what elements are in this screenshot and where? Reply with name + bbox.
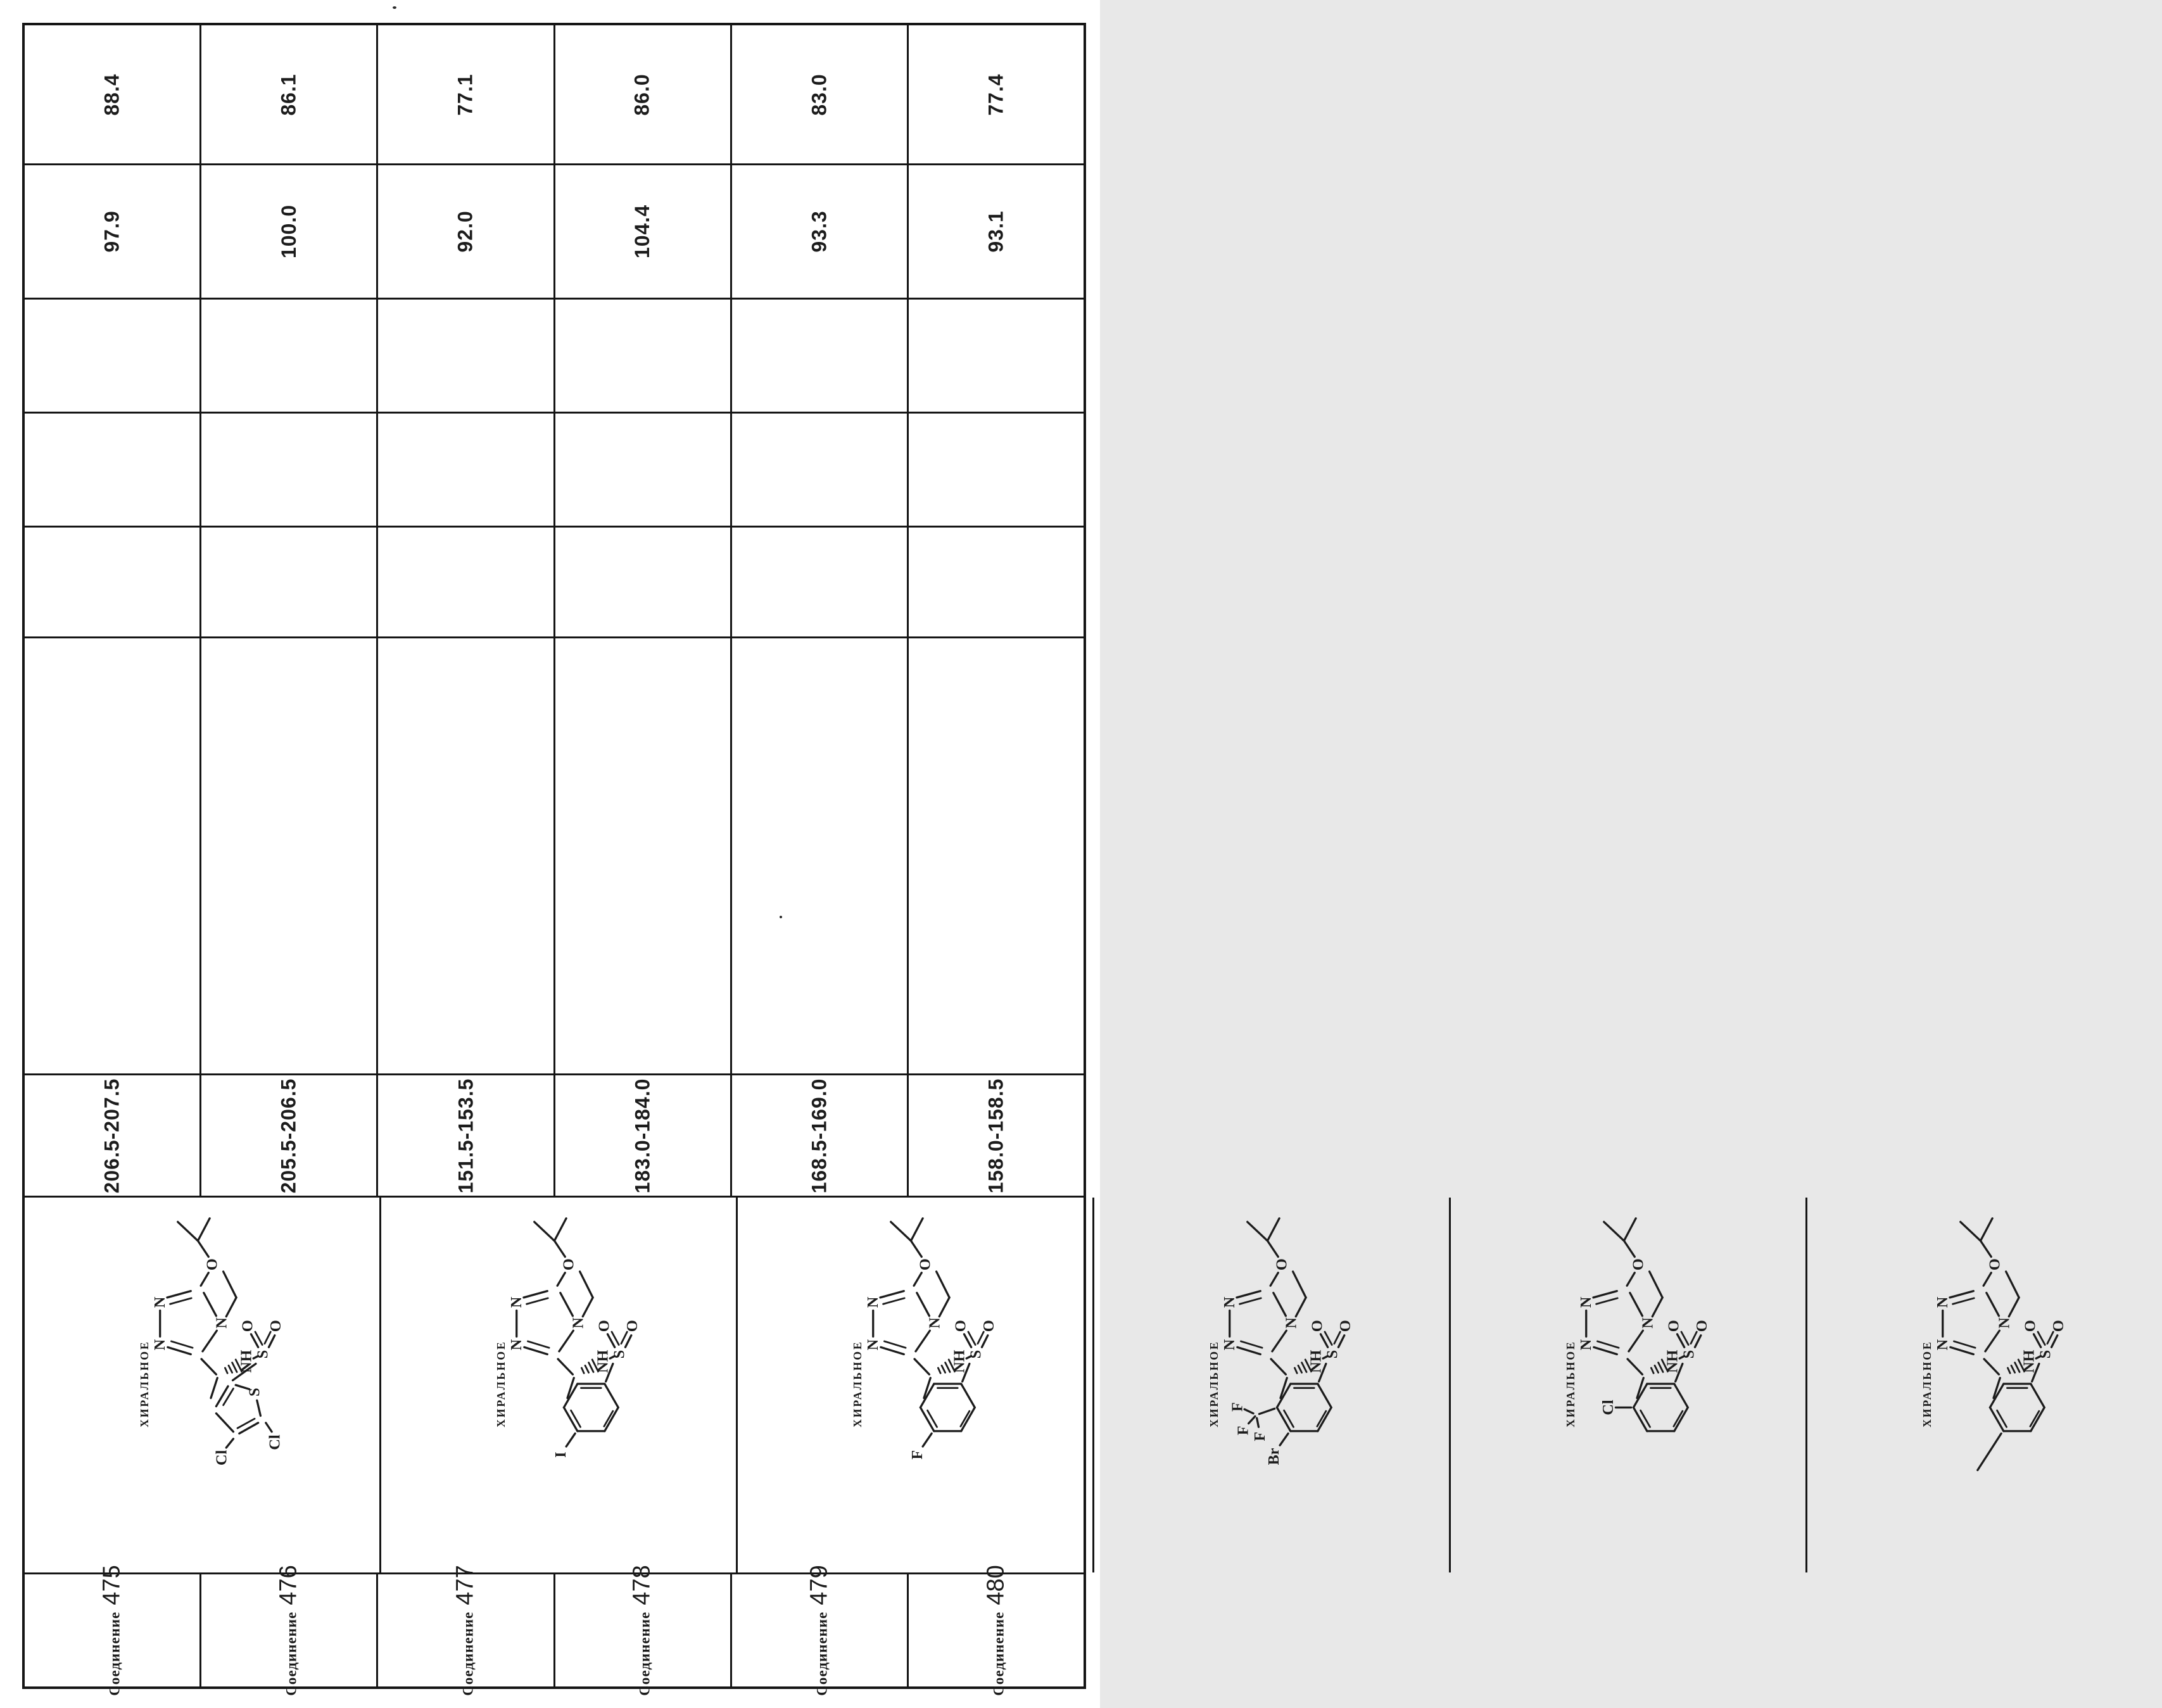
melting-point-text: 206.5-207.5	[100, 1078, 123, 1193]
cell-mp-475	[25, 1075, 201, 1196]
atom-label-o: O	[952, 1320, 970, 1332]
aryl-thiophene-dichloro	[213, 1363, 283, 1465]
compound-word: Соединение	[990, 1611, 1007, 1696]
cell-value2-475	[25, 165, 201, 298]
cell-label-476	[201, 1565, 378, 1696]
cell-value1-479	[732, 25, 909, 163]
band-value-row-2	[25, 165, 1084, 300]
compound-label	[629, 1565, 656, 1695]
atom-label-n: N	[508, 1339, 526, 1351]
atom-label-o: O	[1273, 1258, 1291, 1271]
empty-cell	[25, 414, 201, 526]
substituent-meta-chloro	[1600, 1400, 1631, 1415]
empty-cell	[732, 414, 909, 526]
cell-mp-476	[201, 1075, 378, 1196]
band-empty-3	[25, 528, 1084, 638]
atom-label-s: S	[967, 1350, 985, 1359]
atom-label-n: N	[1934, 1296, 1952, 1308]
atom-label-n: N	[1282, 1317, 1300, 1329]
atom-label-s: S	[254, 1350, 272, 1359]
atom-label-o: O	[2021, 1320, 2039, 1332]
cell-value1-480	[909, 25, 1084, 163]
atom-label-n: N	[1221, 1339, 1239, 1351]
compound-number: 478	[629, 1565, 656, 1605]
atom-label-o: O	[560, 1258, 578, 1271]
empty-cell	[201, 528, 378, 636]
value-text: 77.4	[984, 73, 1008, 116]
empty-cell	[378, 638, 555, 1073]
atom-label-o: O	[2050, 1320, 2068, 1332]
substituent-para-ethyl	[1978, 1434, 2001, 1471]
atom-label-nh: NH	[237, 1350, 255, 1373]
empty-cell	[378, 300, 555, 412]
compound-number: 479	[806, 1565, 833, 1605]
compound-word: Соединение	[283, 1611, 300, 1696]
atom-label-n: N	[569, 1317, 587, 1329]
atom-label-o: O	[916, 1258, 934, 1271]
substituent-label-f: F	[1251, 1431, 1268, 1441]
compound-number: 477	[452, 1565, 479, 1605]
empty-cell	[378, 528, 555, 636]
empty-cell	[25, 528, 201, 636]
atom-label-n: N	[213, 1317, 231, 1329]
compound-number: 476	[275, 1565, 302, 1605]
cell-structure-477	[738, 1198, 1094, 1572]
band-empty-1	[25, 300, 1084, 414]
atom-label-n: N	[926, 1317, 944, 1329]
empty-cell	[201, 638, 378, 1073]
cell-value2-479	[732, 165, 909, 298]
atom-label-n: N	[864, 1339, 882, 1351]
cell-structure-479	[1451, 1198, 1807, 1572]
atom-label-n: N	[1934, 1339, 1952, 1351]
atom-label-o: O	[624, 1320, 642, 1332]
atom-label-n: N	[1639, 1317, 1657, 1329]
cell-label-480	[909, 1565, 1084, 1696]
atom-label-s: S	[2037, 1350, 2054, 1359]
chiral-label: ХИРАЛЬНОЕ	[1564, 1340, 1577, 1427]
cell-value1-476	[201, 25, 378, 163]
atom-label-o: O	[1986, 1258, 2004, 1271]
chiral-label: ХИРАЛЬНОЕ	[1208, 1340, 1221, 1427]
value-text: 88.4	[100, 73, 123, 116]
compound-word: Соединение	[814, 1611, 830, 1696]
cell-value2-476	[201, 165, 378, 298]
compound-word: Соединение	[106, 1611, 123, 1696]
cell-label-479	[732, 1565, 909, 1696]
substituent-label-f: F	[909, 1450, 926, 1460]
scan-speck	[393, 6, 396, 9]
substituent-label-i: I	[552, 1452, 570, 1458]
atom-label-nh: NH	[951, 1350, 968, 1373]
atom-label-n: N	[864, 1296, 882, 1308]
compound-number: 475	[98, 1565, 125, 1605]
empty-cell	[555, 638, 732, 1073]
cell-mp-478	[555, 1075, 732, 1196]
chemical-structure-479	[1548, 1208, 1711, 1562]
value-text: 86.1	[277, 73, 300, 116]
value-text: 86.0	[631, 73, 654, 116]
compound-number: 480	[982, 1565, 1009, 1605]
melting-point-text: 158.0-158.5	[984, 1078, 1008, 1193]
cell-structure-475	[25, 1198, 381, 1572]
atom-label-n: N	[508, 1296, 526, 1308]
substituent-para-iodo	[552, 1434, 575, 1458]
empty-cell	[909, 528, 1084, 636]
chemical-structure-480	[1905, 1208, 2068, 1562]
substituent-label-f: F	[1234, 1426, 1252, 1436]
chiral-label: ХИРАЛЬНОЕ	[1921, 1340, 1934, 1427]
band-empty-tall	[25, 638, 1084, 1075]
cell-structure-478	[1094, 1198, 1451, 1572]
empty-cell	[25, 300, 201, 412]
substituent-label-cl: Cl	[1599, 1400, 1617, 1415]
atom-label-o: O	[1629, 1258, 1647, 1271]
substituent-label-cl: Cl	[213, 1450, 231, 1465]
value-text: 104.4	[631, 204, 654, 259]
band-value-row-1	[25, 25, 1084, 165]
band-structures	[25, 1198, 2068, 1574]
atom-label-n: N	[151, 1296, 169, 1308]
substituent-label-cl: Cl	[266, 1434, 284, 1450]
compound-label	[982, 1565, 1009, 1695]
empty-cell	[555, 528, 732, 636]
atom-label-nh: NH	[1664, 1350, 1681, 1373]
atom-label-o: O	[1308, 1320, 1326, 1332]
value-text: 77.1	[453, 73, 477, 116]
band-empty-2	[25, 414, 1084, 528]
cell-value2-480	[909, 165, 1084, 298]
atom-label-n: N	[1995, 1317, 2013, 1329]
atom-label-o: O	[595, 1320, 613, 1332]
atom-label-s: S	[1324, 1350, 1341, 1359]
empty-cell	[555, 414, 732, 526]
band-melting-point	[25, 1075, 1084, 1198]
empty-cell	[201, 300, 378, 412]
atom-label-nh: NH	[594, 1350, 612, 1373]
cell-mp-480	[909, 1075, 1084, 1196]
atom-label-n: N	[1577, 1339, 1595, 1351]
chemical-structure-477	[835, 1208, 998, 1562]
atom-label-nh: NH	[1307, 1350, 1325, 1373]
substituent-para-fluoro	[909, 1434, 932, 1460]
value-text: 92.0	[453, 210, 477, 253]
compound-word: Соединение	[637, 1611, 654, 1696]
atom-label-o: O	[980, 1320, 998, 1332]
value-text: 97.9	[100, 210, 123, 253]
atom-label-ring-s: S	[246, 1388, 263, 1396]
cell-value2-477	[378, 165, 555, 298]
empty-cell	[732, 300, 909, 412]
empty-cell	[909, 300, 1084, 412]
atom-label-s: S	[1680, 1350, 1698, 1359]
empty-cell	[732, 638, 909, 1073]
atom-label-n: N	[1221, 1296, 1239, 1308]
atom-label-n: N	[1577, 1296, 1595, 1308]
empty-cell	[555, 300, 732, 412]
melting-point-text: 151.5-153.5	[453, 1078, 477, 1193]
cell-value1-478	[555, 25, 732, 163]
cell-label-477	[378, 1565, 555, 1696]
atom-label-nh: NH	[2020, 1350, 2038, 1373]
melting-point-text: 183.0-184.0	[631, 1078, 654, 1193]
atom-label-n: N	[151, 1339, 169, 1351]
empty-cell	[732, 528, 909, 636]
cell-label-478	[555, 1565, 732, 1696]
scan-speck	[780, 916, 782, 918]
chiral-label: ХИРАЛЬНОЕ	[495, 1340, 508, 1427]
chemical-structure-475	[122, 1208, 285, 1562]
atom-label-o: O	[267, 1320, 285, 1332]
atom-label-o: O	[1693, 1320, 1711, 1332]
compound-label	[452, 1565, 479, 1695]
empty-cell	[378, 414, 555, 526]
cell-structure-480	[1807, 1198, 2162, 1572]
atom-label-s: S	[610, 1350, 628, 1359]
substituent-label-f: F	[1229, 1402, 1246, 1412]
atom-label-o: O	[239, 1320, 256, 1332]
empty-cell	[201, 414, 378, 526]
cell-mp-479	[732, 1075, 909, 1196]
melting-point-text: 168.5-169.0	[807, 1078, 831, 1193]
empty-cell	[909, 414, 1084, 526]
substituent-label-br: Br	[1265, 1448, 1283, 1465]
chiral-label: ХИРАЛЬНОЕ	[851, 1340, 864, 1427]
cell-value1-477	[378, 25, 555, 163]
cell-label-475	[25, 1565, 201, 1696]
compound-table	[22, 23, 2068, 1696]
chemical-structure-478	[1192, 1208, 1355, 1562]
band-compound-labels	[25, 1565, 1084, 1696]
chiral-label: ХИРАЛЬНОЕ	[138, 1340, 151, 1427]
cell-mp-477	[378, 1075, 555, 1196]
chemical-structure-476	[479, 1208, 642, 1562]
compound-word: Соединение	[460, 1611, 476, 1696]
value-text: 93.3	[807, 210, 831, 253]
value-text: 100.0	[277, 204, 300, 259]
value-text: 93.1	[984, 210, 1008, 253]
compound-label	[806, 1565, 833, 1695]
empty-cell	[909, 638, 1084, 1073]
atom-label-o: O	[1337, 1320, 1355, 1332]
empty-cell	[25, 638, 201, 1073]
cell-value1-475	[25, 25, 201, 163]
cell-structure-476	[381, 1198, 738, 1572]
cell-value2-478	[555, 165, 732, 298]
compound-label	[275, 1565, 303, 1695]
melting-point-text: 205.5-206.5	[277, 1078, 300, 1193]
compound-label	[99, 1565, 126, 1695]
atom-label-o: O	[203, 1258, 221, 1271]
value-text: 83.0	[807, 73, 831, 116]
atom-label-o: O	[1665, 1320, 1683, 1332]
